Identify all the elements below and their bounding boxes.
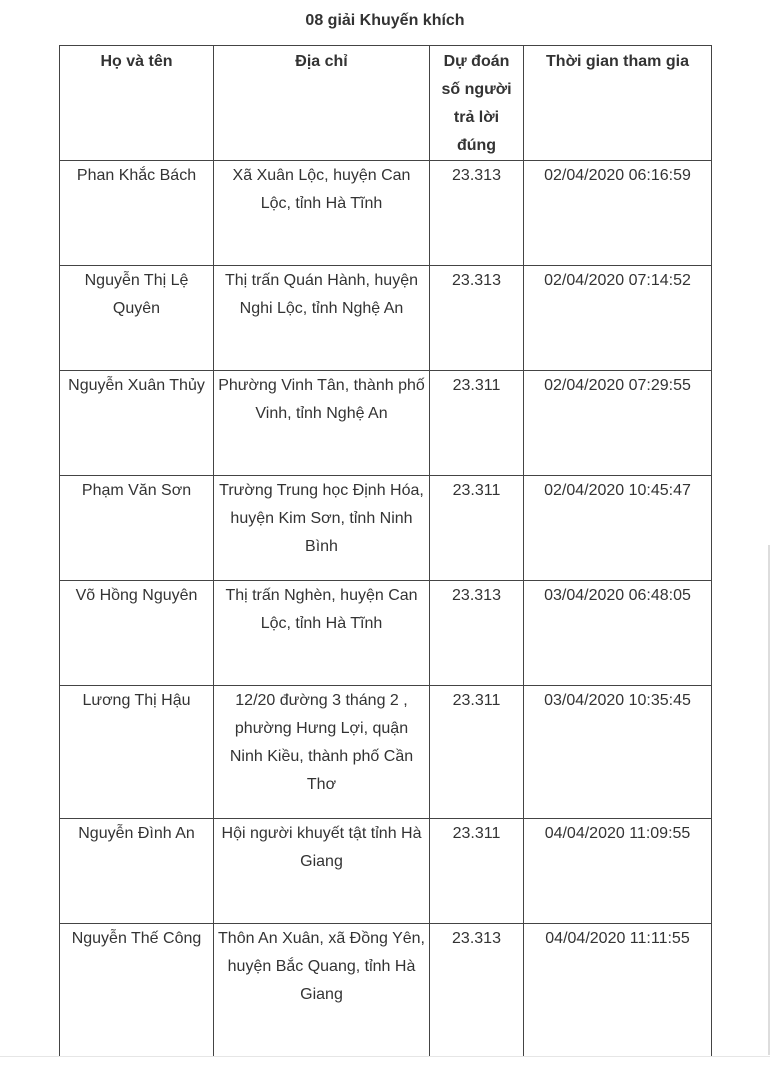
cell-time: 02/04/2020 07:29:55 xyxy=(524,371,712,476)
cell-prediction: 23.313 xyxy=(430,161,524,266)
cell-address: Trường Trung học Định Hóa, huyện Kim Sơn, tỉnh Ninh Bình xyxy=(214,476,430,581)
header-row xyxy=(60,46,712,161)
table-row xyxy=(60,476,712,581)
cell-address: Thôn An Xuân, xã Đồng Yên, huyện Bắc Quang, tỉnh Hà Giang xyxy=(214,924,430,1057)
cell-prediction: 23.311 xyxy=(430,371,524,476)
cell-time: 04/04/2020 11:09:55 xyxy=(524,819,712,924)
cell-prediction: 23.311 xyxy=(430,819,524,924)
table-row xyxy=(60,924,712,1057)
cell-name: Nguyễn Thị Lệ Quyên xyxy=(60,266,214,371)
cell-name: Nguyễn Thế Công xyxy=(60,924,214,1057)
cell-time: 04/04/2020 11:11:55 xyxy=(524,924,712,1057)
cell-time: 02/04/2020 06:16:59 xyxy=(524,161,712,266)
header-prediction: Dự đoán số người trả lời đúng xyxy=(430,46,524,161)
cell-address: Thị trấn Nghèn, huyện Can Lộc, tỉnh Hà Tĩnh xyxy=(214,581,430,686)
table-row xyxy=(60,686,712,819)
cell-address: 12/20 đường 3 tháng 2 , phường Hưng Lợi, quận Ninh Kiều, thành phố Cần Thơ xyxy=(214,686,430,819)
cell-name: Nguyễn Xuân Thủy xyxy=(60,371,214,476)
header-time: Thời gian tham gia xyxy=(524,46,712,161)
cell-prediction: 23.311 xyxy=(430,686,524,819)
cell-prediction: 23.311 xyxy=(430,476,524,581)
cell-address: Hội người khuyết tật tỉnh Hà Giang xyxy=(214,819,430,924)
header-name: Họ và tên xyxy=(60,46,214,161)
table-row xyxy=(60,581,712,686)
cell-name: Phạm Văn Sơn xyxy=(60,476,214,581)
cell-name: Lương Thị Hậu xyxy=(60,686,214,819)
cell-time: 03/04/2020 10:35:45 xyxy=(524,686,712,819)
table-row xyxy=(60,819,712,924)
cell-address: Xã Xuân Lộc, huyện Can Lộc, tỉnh Hà Tĩnh xyxy=(214,161,430,266)
cell-time: 02/04/2020 10:45:47 xyxy=(524,476,712,581)
table-title: 08 giải Khuyến khích xyxy=(305,12,465,29)
header-address: Địa chỉ xyxy=(214,46,430,161)
cell-time: 02/04/2020 07:14:52 xyxy=(524,266,712,371)
cell-prediction: 23.313 xyxy=(430,266,524,371)
table-row xyxy=(60,161,712,266)
winners-table xyxy=(59,45,712,1057)
table-row xyxy=(60,266,712,371)
cell-address: Phường Vinh Tân, thành phố Vinh, tỉnh Nghệ An xyxy=(214,371,430,476)
table-row xyxy=(60,371,712,476)
cell-prediction: 23.313 xyxy=(430,924,524,1057)
page-bottom-edge xyxy=(0,1056,770,1057)
cell-name: Võ Hồng Nguyên xyxy=(60,581,214,686)
cell-address: Thị trấn Quán Hành, huyện Nghi Lộc, tỉnh Nghệ An xyxy=(214,266,430,371)
cell-name: Nguyễn Đình An xyxy=(60,819,214,924)
cell-prediction: 23.313 xyxy=(430,581,524,686)
cell-name: Phan Khắc Bách xyxy=(60,161,214,266)
cell-time: 03/04/2020 06:48:05 xyxy=(524,581,712,686)
